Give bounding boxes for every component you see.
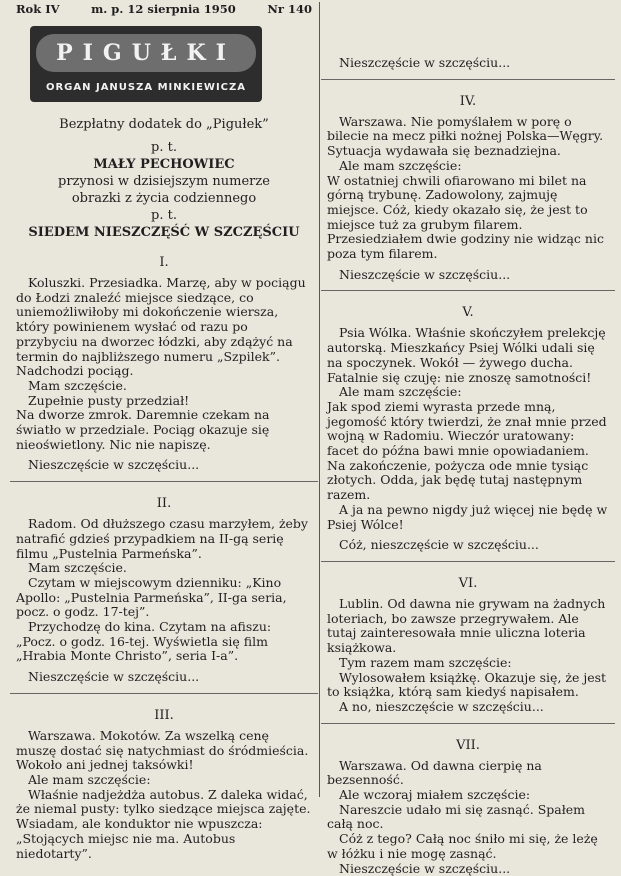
intro-pt: p. t. [151, 140, 177, 155]
section-number: VII. [456, 737, 480, 753]
issue-date: m. p. 12 sierpnia 1950 [91, 2, 236, 16]
section-number: V. [462, 305, 474, 321]
paragraph: Mam szczęście. [28, 560, 127, 576]
intro-line: Bezpłatny dodatek do „Pigułek” [59, 117, 269, 132]
paragraph: Przychodzę do kina. Czytam na afiszu: „Pocz. o godz. 16-tej. Wyświetla się film „Hrabia Monte Christo”, seria I-a”. [16, 619, 272, 664]
pigulki-logo [30, 26, 262, 102]
section-number: IV. [459, 93, 477, 109]
section-rule [321, 561, 615, 562]
section-3 [16, 708, 312, 861]
paragraph: Właśnie nadjeżdża autobus. Z daleka widać, że niemal pusty: tylko siedzące miejsca zajęte. Wsiadam, ale konduktor nie wpuszcza: „Stojących miejsc nie ma. Autobus niedotarty”. [16, 786, 311, 861]
paragraph: Warszawa. Nie pomyślałem w porę o bilecie na mecz piłki nożnej Polska—Węgry. Sytuacja wydawała się beznadziejna. [327, 113, 604, 159]
paragraph: Warszawa. Od dawna cierpię na bezsenność. [327, 757, 542, 788]
paragraph: Zupełnie pusty przedział! [28, 392, 190, 408]
logo-subtitle: ORGAN JANUSZA MINKIEWICZA [45, 82, 247, 93]
refrain: Nieszczęście w szczęściu... [28, 669, 200, 685]
masthead-row [16, 0, 312, 18]
column-divider [319, 2, 320, 797]
refrain: Nieszczęście w szczęściu... [339, 860, 511, 876]
paragraph: Psia Wólka. Właśnie skończyłem prelekcję autorską. Mieszkańcy Psiej Wólki udali się na spoczynek. Wokół — żywego ducha. Fatalnie się czuję: nie znoszę samotności! [327, 325, 606, 385]
logo-title: PIGUŁKI [36, 34, 256, 72]
refrain: Cóż, nieszczęście w szczęściu... [339, 537, 539, 553]
paragraph: Koluszki. Przesiadka. Marzę, aby w pociągu do Łodzi znaleźć miejsce siedzące, co uniemożliwiłoby mi dokończenie wiersza, który powinienem wysłać od razu po przybyciu na dworzec łódzki, aby zdążyć na termin do najbliższego numeru „Szpilek”. Nadchodzi pociąg. [16, 275, 306, 379]
intro-line: przynosi w dzisiejszym numerze [58, 174, 270, 189]
paragraph: Ale mam szczęście: [339, 157, 462, 173]
section-number: III. [154, 707, 174, 723]
paragraph: Radom. Od dłuższego czasu marzyłem, żeby natrafić gdzieś przypadkiem na II-gą serię filmu „Pustelnia Parmeńska”. [16, 516, 308, 561]
paragraph: Warszawa. Mokotów. Za wszelką cenę muszę dostać się natychmiast do śródmieścia. Wokoło ani jednej taksówki! [16, 727, 309, 773]
paragraph: Ale wczoraj miałem szczęście: [339, 787, 531, 803]
paragraph: Ale mam szczęście: [339, 384, 462, 400]
intro-pt: p. t. [151, 208, 177, 223]
refrain: Nieszczęście w szczęściu... [339, 266, 511, 282]
paragraph: W ostatniej chwili ofiarowano mi bilet na górną trybunę. Zadowolony, zajmuję miejsce. Cóż, kiedy okazało się, że jest to miejsce tuż za grubym filarem. Przesiedziałem dwie godziny nie widząc nic poza tym filarem. [327, 172, 604, 262]
refrain: Nieszczęście w szczęściu... [28, 457, 200, 473]
paragraph: Tym razem mam szczęście: [339, 654, 512, 670]
refrain: Nieszczęście w szczęściu... [339, 55, 511, 70]
section-2 [16, 496, 312, 694]
paragraph: A ja na pewno nigdy już więcej nie będę w Psiej Wólce! [327, 501, 608, 532]
section-4 [327, 94, 609, 292]
section-number: II. [156, 496, 172, 512]
paragraph: Mam szczęście. [28, 377, 127, 393]
section-number: I. [159, 255, 169, 270]
section-7 [327, 738, 609, 876]
section-rule [10, 693, 318, 694]
refrain: A no, nieszczęście w szczęściu... [339, 698, 544, 714]
paragraph: Nareszcie udało mi się zasnąć. Spałem całą noc. [327, 801, 586, 832]
section-rule [321, 79, 615, 80]
section-5 [327, 305, 609, 562]
intro-title: MAŁY PECHOWIEC [93, 157, 235, 172]
section-6 [327, 576, 609, 724]
paragraph: Na dworze zmrok. Daremnie czekam na światło w przedziale. Pociąg okazuje się nieoświetlony. Nic nie napiszę. [16, 407, 270, 452]
paragraph: Wylosowałem książkę. Okazuje się, że jest to książka, którą sam kiedyś napisałem. [327, 669, 607, 700]
section-rule [321, 290, 615, 291]
section-rule [321, 723, 615, 724]
intro-main-title: SIEDEM NIESZCZĘŚĆ W SZCZĘŚCIU [28, 225, 300, 240]
issue-year: Rok IV [16, 2, 60, 16]
left-column [16, 0, 312, 861]
section-1 [16, 255, 312, 482]
paragraph: Ale mam szczęście: [28, 771, 151, 787]
paragraph: Cóż z tego? Całą noc śniło mi się, że leżę w łóżku i nie mogę zasnąć. [327, 831, 598, 861]
supplement-intro [16, 116, 312, 241]
right-column [327, 0, 609, 876]
section-number: VI. [458, 575, 478, 591]
intro-line: obrazki z życia codziennego [71, 191, 257, 206]
issue-number: Nr 140 [267, 2, 312, 16]
paragraph: Jak spod ziemi wyrasta przede mną, jegomość który twierdzi, że znał mnie przed wojną w Radomiu. Wieczór uratowany: facet do późna bawi mnie opowiadaniem. Na zakończenie, pożycza ode mnie tysiąc złotych. Odda, jak będę tutaj następnym razem. [327, 398, 607, 503]
section-rule [10, 481, 318, 482]
paragraph: Czytam w miejscowym dzienniku: „Kino Apollo: „Pustelnia Parmeńska”, II-ga seria, pocz. o godz. 17-tej”. [16, 574, 287, 620]
paragraph: Lublin. Od dawna nie grywam na żadnych loteriach, bo zawsze przegrywałem. Ale tutaj zainteresowała mnie uliczna loteria książkowa. [327, 595, 606, 656]
